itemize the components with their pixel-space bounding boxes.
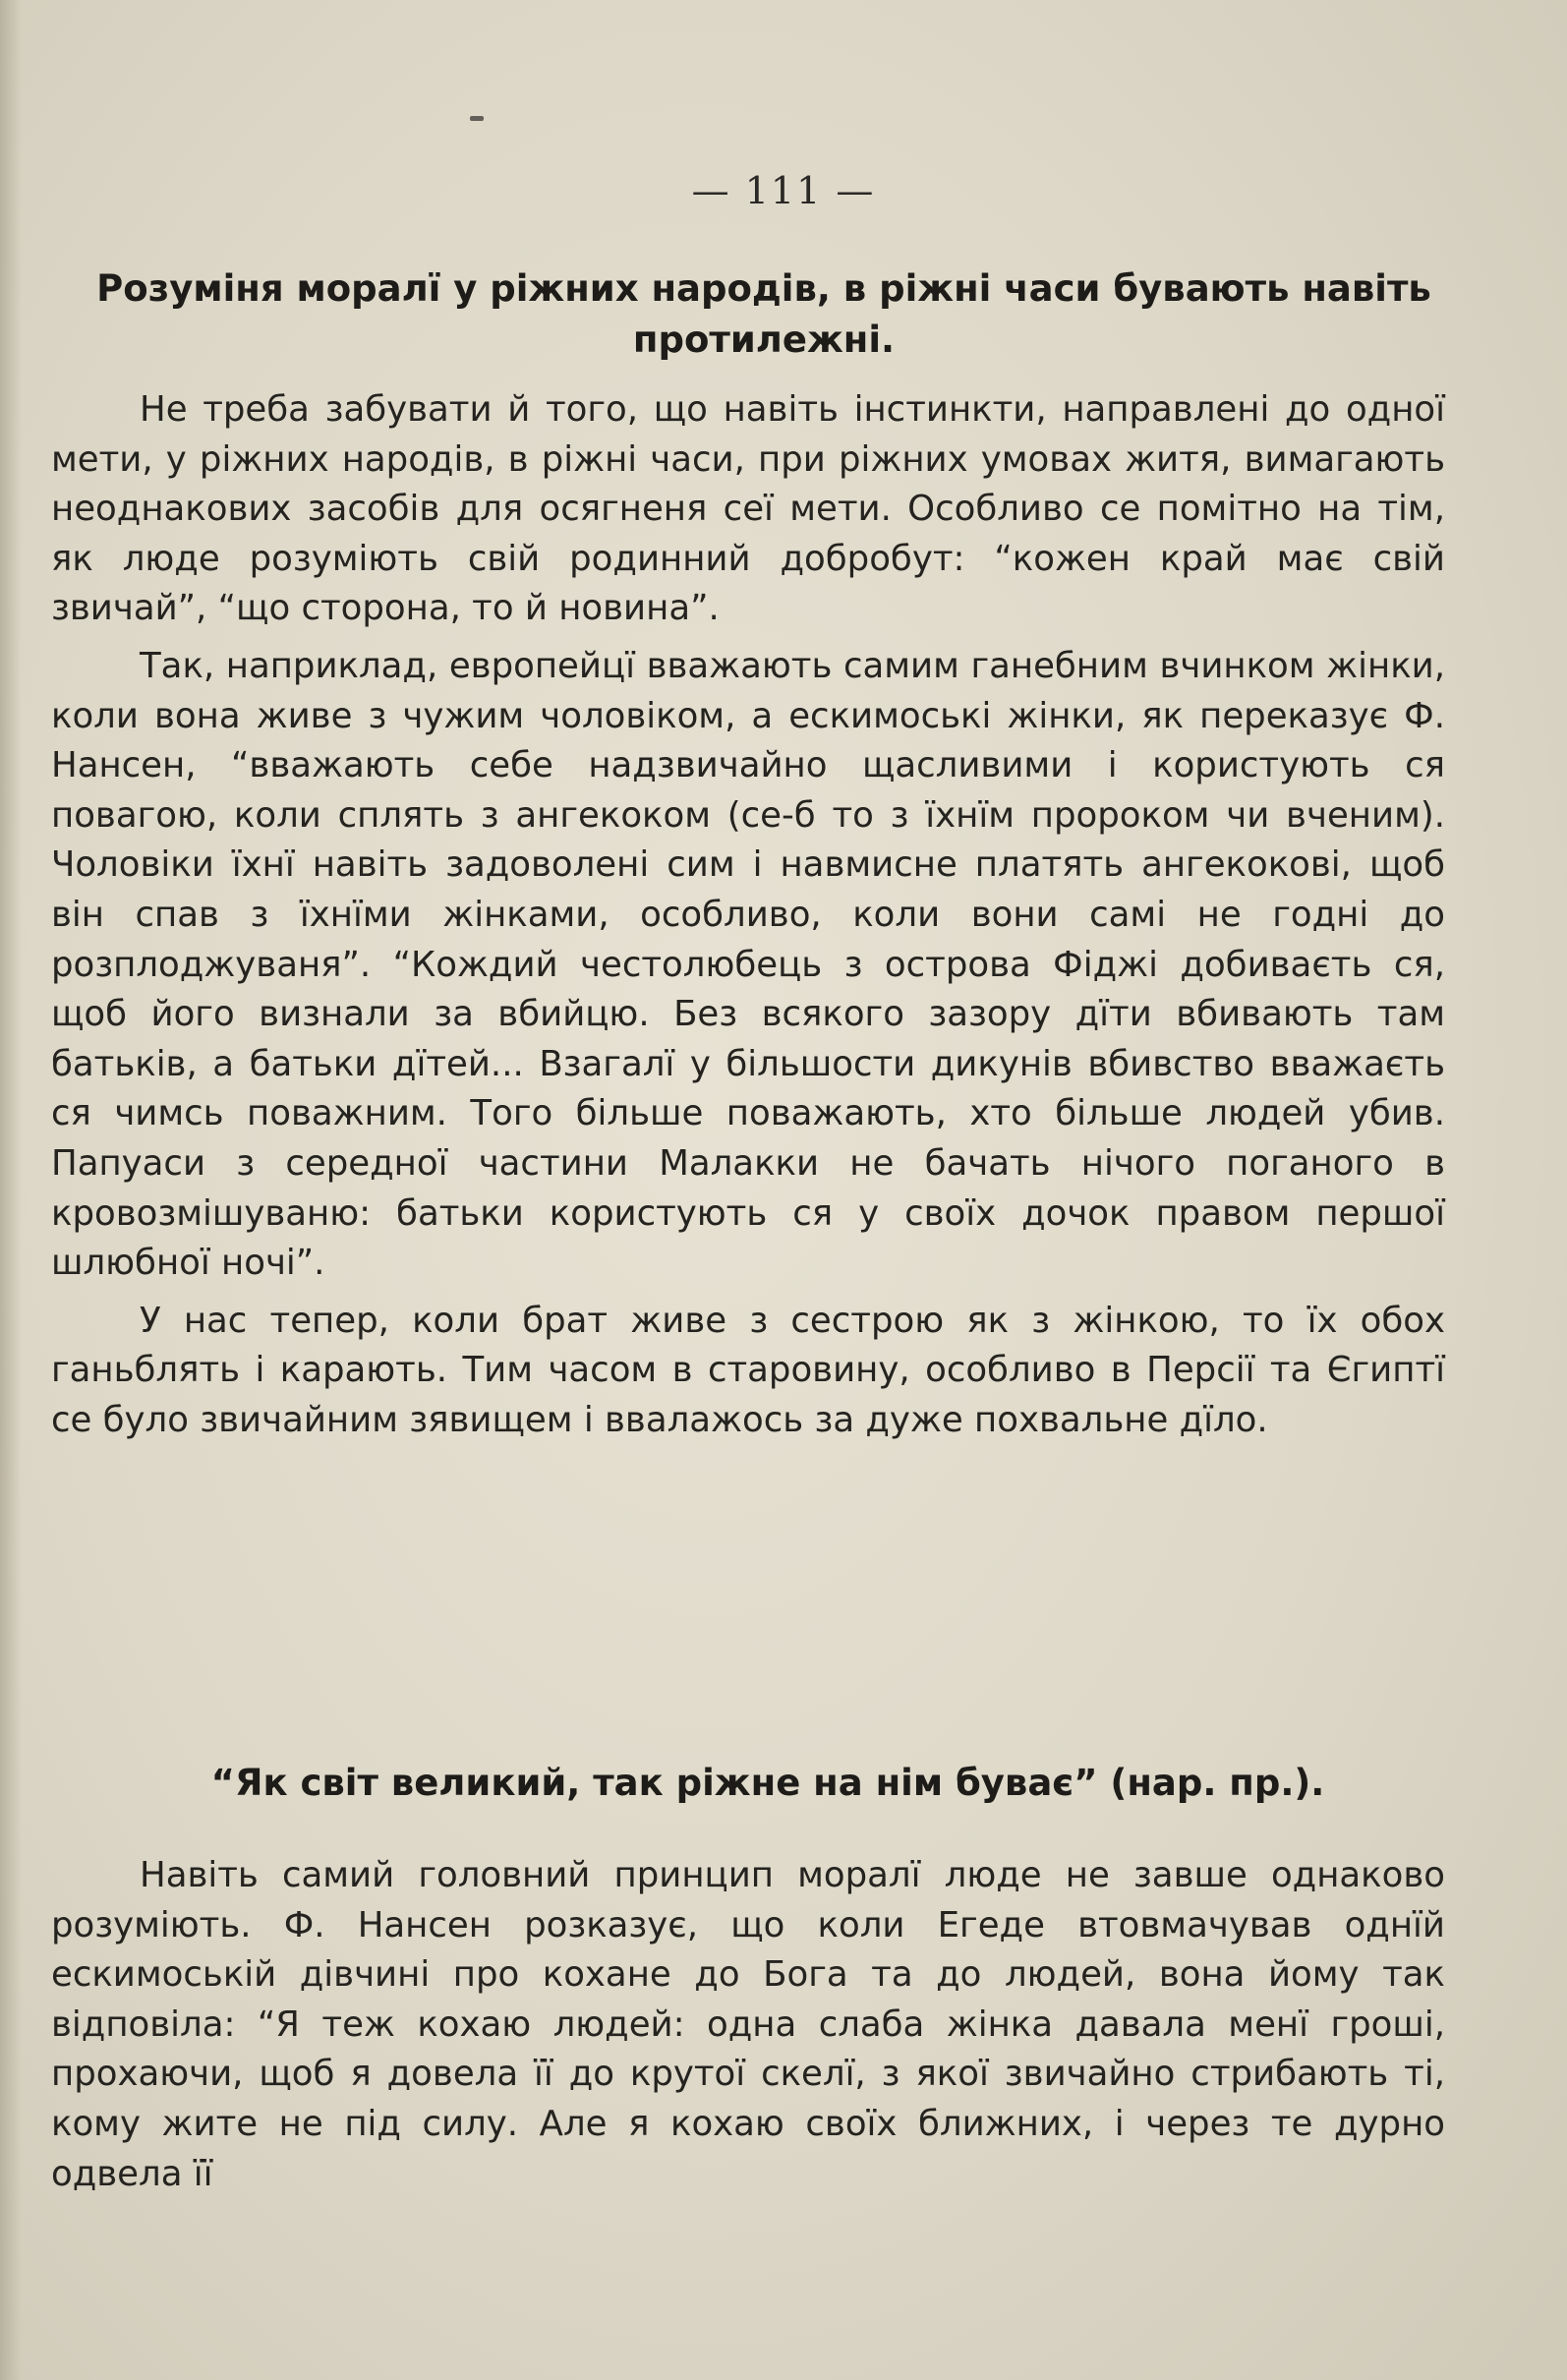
paragraph: Навіть самий головний принцип моралї люде не завше однаково розуміють. Ф. Нансен розказує, що коли Егеде втовмачував однїй ескимоській дівчині про кохане до Бога та до людей, вона йому так відповіла: “Я теж кохаю людей: одна слаба жінка давала менї гроші, прохаючи, щоб я довела її до крутої скелї, з якої звичайно стрибають ті, кому жите не під силу. Але я кохаю своїх ближних, і через те дурно одвела її xyxy=(51,1855,1445,2194)
ink-smudge xyxy=(470,116,484,121)
section-body-proverb xyxy=(51,1851,1445,2199)
section-heading-proverb: “Як світ великий, так ріжне на нім буває” (нар. пр.). xyxy=(210,1762,1325,1804)
paragraph: Так, наприклад, европейцї вважають самим ганебним вчинком жінки, коли вона живе з чужим чоловіком, а ескимоські жінки, як переказує Ф. Нансен, “вважають себе надзвичайно щасливими і користують ся повагою, коли сплять з ангекоком (се-б то з їхнїм пророком чи вченим). Чоловіки їхнї навіть задоволені сим і навмисне платять ангекокові, щоб він спав з їхнїми жінками, особливо, коли вони самі не годні до розплоджуваня”. “Кождий честолюбець з острова Фіджі добиваєть ся, щоб його визнали за вбийцю. Без всякого зазору дїти вбивають там батьків, а батьки дїтей... Взагалї у більшости дикунів вбивство вважаєть ся чимсь поважним. Того більше поважають, хто більше людей убив. Папуаси з середної частини Малакки не бачать нічого поганого в кровозмішуваню: батьки користують ся у своїх дочок правом першої шлюбної ночі”. xyxy=(51,645,1445,1284)
page-edge-shadow xyxy=(0,0,22,2380)
paragraph: Не треба забувати й того, що навіть інстинкти, направлені до одної мети, у ріжних народів, в ріжні часи, при ріжних умовах житя, вимагають неоднакових засобів для осягненя сеї мети. Особливо се помітно на тім, як люде розуміють свій родинний добробут: “кожен край має свій звичай”, “що сторона, то й новина”. xyxy=(51,389,1445,629)
section-body-morality xyxy=(51,385,1445,1445)
paragraph: У нас тепер, коли брат живе з сестрою як з жінкою, то їх обох ганьблять і карають. Тим часом в старовину, особливо в Персії та Єгиптї се було звичайним зявищем і ввалажось за дуже похвальне дїло. xyxy=(51,1300,1445,1440)
page-number: — 111 — xyxy=(691,169,876,212)
section-heading-morality: Розуміня моралї у ріжних народів, в ріжні часи бувають навіть протилежні. xyxy=(96,267,1431,361)
